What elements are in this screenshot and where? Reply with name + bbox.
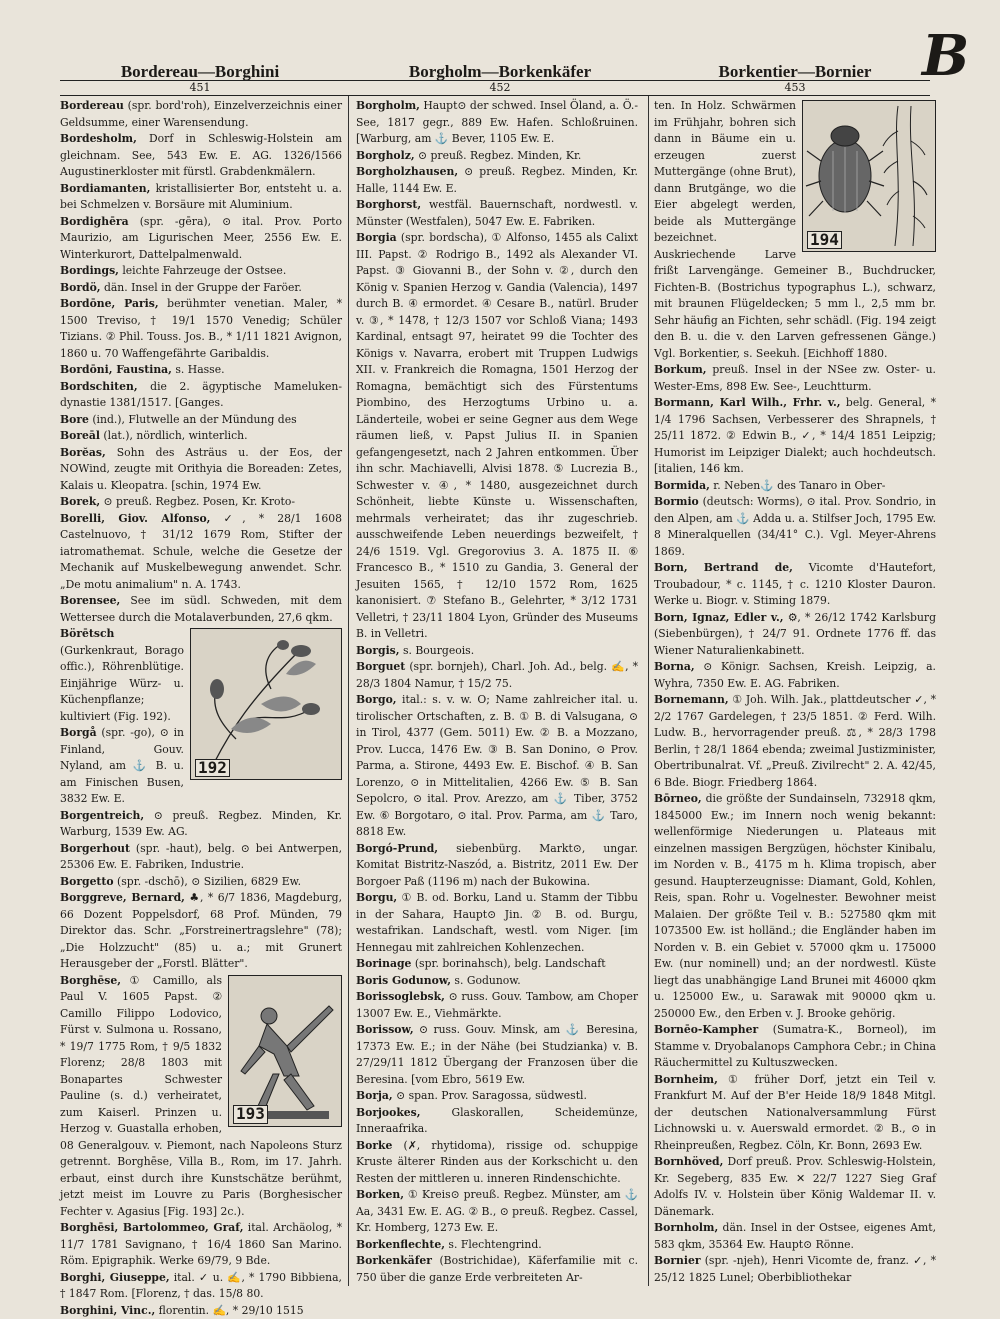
entry-text: siebenbürg. Markt⊙, ungar. Komitat Bistritz-Naszód, a. Bistritz, 2011 Ew. Der Borgoer Paß (1196 m) nach der Bukowina.	[356, 842, 638, 888]
dictionary-entry	[356, 1253, 638, 1286]
dictionary-entry	[654, 1072, 936, 1155]
figure-number: 193	[233, 1105, 268, 1124]
entry-text: ⊙ preuß. Regbez. Minden, Kr.	[415, 149, 582, 162]
figure-number: 194	[807, 231, 842, 250]
entry-text: (spr. -njeh), Henri Vicomte de, franz. ✓, * 25/12 1825 Lunel; Oberbibliothekar	[654, 1254, 936, 1284]
entry-headword: Borgholm,	[356, 99, 420, 112]
entry-text: ⊙ russ. Gouv. Tambow, am Choper 13007 Ew. E., Viehmärkte.	[356, 990, 638, 1020]
entry-text: ⊙ Königr. Sachsen, Kreish. Leipzig, a. Wyhra, 7350 Ew. E. AG. Fabriken.	[654, 660, 936, 690]
dictionary-entry	[60, 181, 342, 214]
dictionary-entry	[654, 362, 936, 395]
entry-text: belg. General, * 1/4 1796 Sachsen, Verbesserer des Shrapnels, † 25/11 1872. ② Edwin B., ✓, * 14/4 1851 Leipzig; Humorist im Leipziger Dialekt; auch hochdeutsch. [italien, 146 km.	[654, 396, 936, 475]
entry-text: (spr. -go), ⊙ in Finland, Gouv. Nyland, am ⚓ B. u. am Finischen Busen, 3832 Ew. E.	[60, 726, 184, 805]
dictionary-entry	[654, 1220, 936, 1253]
entry-headword: Borghēsi, Bartolommeo, Graf,	[60, 1221, 243, 1234]
entry-headword: Borensee,	[60, 594, 120, 607]
page-number-left: 451	[60, 81, 340, 94]
entry-headword: Bordesholm,	[60, 132, 137, 145]
entry-text: Dorf in Schleswig-Holstein am gleichnam. See, 543 Ew. E. AG. 1326/1566 Augustinerkloster mit fürstl. Grabdenkmälern.	[60, 132, 342, 178]
dictionary-entry	[60, 428, 342, 445]
entry-text: (spr. bord'roh), Einzelverzeichnis einer Geldsumme, einer Warensendung.	[60, 99, 342, 129]
entry-text: (deutsch: Worms), ⊙ ital. Prov. Sondrio, in den Alpen, am ⚓ Adda u. a. Stilfser Joch, 1795 Ew. 8 Mineralquellen (34/41° C.). Vgl. Meyer-Ahrens 1869.	[654, 495, 936, 558]
entry-text: Sohn des Asträus u. der Eos, der NOWind, zeugte mit Orithyia die Boreaden: Zetes, Kalais u. Kleopatra. [schin, 1974 Ew.	[60, 446, 342, 492]
entry-headword: Borkum,	[654, 363, 707, 376]
dictionary-entry	[356, 643, 638, 660]
entry-headword: Borek,	[60, 495, 100, 508]
entry-text: ⊙ preuß. Regbez. Minden, Kr. Warburg, 1539 Ew. AG.	[60, 809, 342, 839]
dictionary-entry	[654, 478, 936, 495]
entry-headword: Borken,	[356, 1188, 404, 1201]
statue-illustration-icon	[228, 975, 342, 1127]
dictionary-entry	[654, 659, 936, 692]
entry-text: leichte Fahrzeuge der Ostsee.	[119, 264, 286, 277]
entry-text: ♣, * 6/7 1836, Magdeburg, 66 Dozent Poppelsdorf, 68 Prof. Münden, 79 Direktor das. Schr. „Forstreinertragslehre" (78); „Die Holzzucht" (85) u. a.; mit Grunert Herausgeber der „Forstl. Blätter".	[60, 891, 342, 970]
entry-headword: Borna,	[654, 660, 695, 673]
entry-text: (spr. bornjeh), Charl. Joh. Ad., belg. ✍, * 28/3 1804 Namur, † 15/2 75.	[356, 660, 638, 690]
entry-text: (spr. -gēra), ⊙ ital. Prov. Porto Maurizio, am Ligurischen Meer, 2556 Ew. E. Winterkurort, Dattelpalmenwald.	[60, 215, 342, 261]
dictionary-entry	[60, 98, 342, 131]
entry-headword: Bordschiten,	[60, 380, 138, 393]
entry-headword: Borelli, Giov. Alfonso,	[60, 512, 210, 525]
entry-headword: Borguet	[356, 660, 405, 673]
dictionary-entry	[356, 956, 638, 973]
dictionary-entry	[356, 659, 638, 692]
dictionary-entry	[60, 1303, 342, 1319]
dictionary-entry	[356, 230, 638, 643]
dictionary-entry	[60, 1220, 342, 1270]
header-rule-bottom	[60, 95, 930, 96]
entry-headword: Borgerhout	[60, 842, 130, 855]
column-divider	[648, 96, 649, 1286]
entry-text: (lat.), nördlich, winterlich.	[100, 429, 248, 442]
entry-headword: Borgholzhausen,	[356, 165, 458, 178]
entry-headword: Borggreve, Bernard,	[60, 891, 185, 904]
dictionary-entry	[356, 1088, 638, 1105]
dictionary-entry	[60, 890, 342, 973]
entry-headword: Borgholz,	[356, 149, 415, 162]
entry-headword: Bornier	[654, 1254, 701, 1267]
entry-text: ① früher Dorf, jetzt ein Teil v. Frankfurt M. Auf der B'er Heide 18/9 1848 Mitgl. der deutschen Nationalversammlung Fürst Lichnowski u. v. Auerswald ermordet. ② B., ⊙ in Rheinpreußen, Regbez. Cöln, Kr. Bonn, 2693 Ew.	[654, 1073, 936, 1152]
entry-headword: Bordōne, Paris,	[60, 297, 159, 310]
entry-headword: Borgu,	[356, 891, 397, 904]
dictionary-entry	[60, 593, 342, 626]
entry-text: berühmter venetian. Maler, * 1500 Treviso, † 19/1 1570 Venedig; Schüler Tizians. ② Phil. Touss. Jos. B., * 1/11 1821 Avignon, 1860 u. 70 Waffengefährte Garibaldis.	[60, 297, 342, 360]
entry-headword: Bordings,	[60, 264, 119, 277]
entry-text: (spr. -dschō), ⊙ Sizilien, 6829 Ew.	[114, 875, 301, 888]
entry-headword: Borgia	[356, 231, 397, 244]
dictionary-entry	[654, 791, 936, 1022]
plant-illustration-icon	[190, 628, 342, 780]
dictionary-entry	[654, 494, 936, 560]
entry-headword: Bornhöved,	[654, 1155, 723, 1168]
dictionary-entry	[60, 296, 342, 362]
entry-text: kristallisierter Bor, entsteht u. a. bei Schmelzen v. Borsäure mit Aluminium.	[60, 182, 342, 212]
entry-text: (Gurkenkraut, Borago offic.), Röhrenblütige. Einjährige Würz- u. Küchenpflanze; kultiviert (Fig. 192).	[60, 644, 184, 723]
page-number-right: 453	[655, 81, 935, 94]
entry-text: ⊙ preuß. Regbez. Minden, Kr. Halle, 1144 Ew. E.	[356, 165, 638, 195]
entry-headword: Borke	[356, 1139, 392, 1152]
entry-headword: Boreāl	[60, 429, 100, 442]
entry-headword: Bormio	[654, 495, 699, 508]
column-divider	[348, 96, 349, 1286]
column-right	[654, 98, 936, 1288]
entry-headword: Borgo,	[356, 693, 397, 706]
entry-text: (spr. bordscha), ① Alfonso, 1455 als Calixt III. Papst. ② Rodrigo B., 1492 als Alexander VI. Papst. ③ Giovanni B., der Sohn v. ②, durch den König v. Spanien Herzog v. Gandia (Valencia), 1497 durch B. ④ ermordet. ④ Cesare B., natürl. Bruder v. ③, * 1478, † 12/3 1507 vor Schloß Viana; 1493 Kardinal, entsagt 97, heiratet 99 die Tochter des Königs v. Navarra, erobert mit Truppen Ludwigs XII. v. Frankreich die Romagna, 1501 Herzog der Romagna, bemächtigt sich des Fürstentums Piombino, des Herzogtums Urbino u. a. Länderteile, wobei er seine Gegner aus dem Wege räumen ließ, v. Papst Julius II. in Spanien gefangengesetzt, nach 2 Jahren entkommen. Über ihn schr. Machiavelli, Alvisi 1878. ⑤ Lucrezia B., Schwester v. ④, * 1480, ausgezeichnet durch Schönheit, liebte Künste u. Wissenschaften, mehrmals verheiratet; das ihr zugeschrieb. ausschweifende Leben neuerdings bezweifelt, † 24/6 1519. Vgl. Gregorovius 3. A. 1875 II. ⑥ Francesco B., * 1510 zu Gandia, 3. General der Jesuiten 1565, † 12/10 1572 Rom, 1625 kanonisiert. ⑦ Stefano B., Gelehrter, * 3/12 1731 Velletri, † 23/11 1804 Lyon, Gründer des Museums B. in Velletri.	[356, 231, 638, 640]
dictionary-entry	[60, 214, 342, 264]
entry-text: (ind.), Flutwelle an der Mündung des	[89, 413, 297, 426]
entry-headword: Bormann, Karl Wilh., Frhr. v.,	[654, 396, 841, 409]
entry-text: See im südl. Schweden, mit dem Wettersee durch die Motalaverbunden, 27,6 qkm.	[60, 594, 342, 624]
dictionary-entry	[60, 280, 342, 297]
entry-headword: Borgentreich,	[60, 809, 144, 822]
entry-headword: Borja,	[356, 1089, 393, 1102]
dictionary-entry	[60, 841, 342, 874]
entry-headword: Borinage	[356, 957, 411, 970]
entry-headword: Bore	[60, 413, 89, 426]
dictionary-entry	[356, 1187, 638, 1237]
entry-text: ⊙ russ. Gouv. Minsk, am ⚓ Beresina, 17373 Ew. E.; in der Nähe (bei Studzianka) v. B. 27/29/11 1812 Übergang der Franzosen über die Beresina. [vom Ebro, 5619 Ew.	[356, 1023, 638, 1086]
entry-headword: Borkenkäfer	[356, 1254, 432, 1267]
entry-text: dän. Insel in der Gruppe der Faröer.	[101, 281, 302, 294]
dictionary-entry	[356, 148, 638, 165]
entry-headword: Bordōni, Faustina,	[60, 363, 172, 376]
dictionary-entry	[654, 692, 936, 791]
dictionary-entry	[60, 263, 342, 280]
dictionary-entry	[654, 98, 936, 362]
running-head-center: Borgholm—Borkenkäfer	[355, 62, 645, 82]
entry-text: die 2. ägyptische Mameluken-dynastie 1381/1517. [Ganges.	[60, 380, 342, 410]
dictionary-entry	[356, 989, 638, 1022]
figure-number: 192	[195, 759, 230, 778]
dictionary-entry	[60, 445, 342, 495]
dictionary-entry	[356, 973, 638, 990]
entry-text: Haupt⊙ der schwed. Insel Öland, a. Ö.-See, 1817 gegr., 889 Ew. Hafen. Schloßruinen. [Warburg, am ⚓ Bever, 1105 Ew. E.	[356, 99, 638, 145]
entry-headword: Boris Godunow,	[356, 974, 451, 987]
dictionary-entry	[356, 692, 638, 841]
column-left	[60, 98, 342, 1288]
entry-text: (✗, rhytidoma), rissige od. schuppige Kruste älterer Rinden aus der Korkschicht u. den Resten der mittleren u. inneren Rindenschichte.	[356, 1139, 638, 1185]
entry-headword: Bōrneo,	[654, 792, 702, 805]
dictionary-entry	[356, 164, 638, 197]
beetle-illustration-icon	[802, 100, 936, 252]
entry-text: westfäl. Bauernschaft, nordwestl. v. Münster (Westfalen), 5047 Ew. E. Fabriken.	[356, 198, 638, 228]
dictionary-entry	[60, 511, 342, 594]
entry-headword: Bornholm,	[654, 1221, 718, 1234]
entry-text: ital. Archäolog, * 11/7 1781 Savignano, † 16/4 1860 San Marino. Röm. Epigraphik. Werke 69/79, 9 Bde.	[60, 1221, 342, 1267]
entry-text: s. Bourgeois.	[400, 644, 475, 657]
entry-text: ital.: s. v. w. O; Name zahlreicher ital. u. tirolischer Ortschaften, z. B. ① B. di Valsugana, ⊙ in Tirol, 4377 (Gem. 5011) Ew. ② B. a Mozzano, Prov. Lucca, 1476 Ew. ③ B. San Donino, ⊙ Prov. Parma, a. Stirone, 4493 Ew. E. Bischof. ④ B. San Lorenzo, ⊙ in Mittelitalien, 4266 Ew. ⑤ B. San Sepolcro, ⊙ ital. Prov. Arezzo, am ⚓ Tiber, 3752 Ew. ⑥ Borgotaro, ⊙ ital. Prov. Parma, am ⚓ Taro, 8818 Ew.	[356, 693, 638, 838]
entry-headword: Borghini, Vinc.,	[60, 1304, 155, 1317]
entry-text: Vicomte d'Hautefort, Troubadour, * c. 1145, † c. 1210 Kloster Dauron. Werke u. Biogr. v. Stiming 1879.	[654, 561, 936, 607]
dictionary-entry	[60, 808, 342, 841]
entry-text: (spr. -haut), belg. ⊙ bei Antwerpen, 25306 Ew. E. Fabriken, Industrie.	[60, 842, 342, 872]
entry-text: (Sumatra-K., Borneol), im Stamme v. Dryobalanops Camphora Cebr.; in China Räuchermittel zu Kultuszwecken.	[654, 1023, 936, 1069]
dictionary-entry	[60, 626, 342, 725]
running-head-left: Bordereau—Borghini	[60, 62, 340, 82]
dictionary-entry	[356, 197, 638, 230]
entry-text: dän. Insel in der Ostsee, eigenes Amt, 583 qkm, 35364 Ew. Haupt⊙ Rönne.	[654, 1221, 936, 1251]
entry-text: ital. ✓ u. ✍, * 1790 Bibbiena, † 1847 Rom. [Florenz, † das. 15/8 80.	[60, 1271, 342, 1301]
entry-text: s. Flechtengrind.	[445, 1238, 542, 1251]
entry-headword: Borjookes,	[356, 1106, 421, 1119]
entry-text: ten. In Holz. Schwärmen im Frühjahr, bohren sich dann in Bäume ein u. erzeugen zuerst Muttergänge (ohne Brut), dann Brutgänge, wo die Eier abgelegt werden, beide als Muttergänge bezeichnet. Auskriechende Larve frißt Larvengänge. Gemeiner B., Buchdrucker, Fichten-B. (Bostrichus typographus L.), schwarz, mit braunen Flügeldecken; 5 mm l., 2,5 mm br. Sehr häufig an Fichten, sehr schädl. (Fig. 194 zeigt den B. u. die v. den Larven gefressenen Gänge.) Vgl. Borkentier, s. Seekuh. [Eichhoff 1880.	[654, 99, 936, 360]
entry-headword: Bordereau	[60, 99, 124, 112]
entry-text: Dorf preuß. Prov. Schleswig-Holstein, Kr. Segeberg, 835 Ew. ✕ 22/7 1227 Sieg Graf Adolfs IV. v. Holstein über König Waldemar II. v. Dänemark.	[654, 1155, 936, 1218]
running-head-right: Borkentier—Bornier	[655, 62, 935, 82]
dictionary-entry	[356, 1105, 638, 1138]
entry-text: preuß. Insel in der NSee zw. Oster- u. Wester-Ems, 898 Ew. See-, Leuchtturm.	[654, 363, 936, 393]
dictionary-entry	[654, 1022, 936, 1072]
dictionary-entry	[60, 494, 342, 511]
entry-text: ① Camillo, als Paul V. 1605 Papst. ② Camillo Filippo Lodovico, Fürst v. Sulmona u. Rossano, * 19/7 1775 Rom, † 9/5 1832 Florenz; 28/8 1803 mit Bonapartes Schwester Pauline (s. d.) verheiratet, zum Kaiserl. Prinzen u. Herzog v. Guastalla erhoben, 08 Generalgouv. v. Piemont, nach Napoleons Sturz getrennt. Borghēse, Villa B., Rom, im 17. Jahrh. erbaut, einst durch ihre Kunstschätze berühmt, jetzt meist im Louvre zu Paris (Borghesischer Fechter v. Agasius [Fig. 193] 2c.).	[60, 974, 342, 1218]
entry-headword: Born, Ignaz, Edler v.,	[654, 611, 784, 624]
dictionary-entry	[654, 1154, 936, 1220]
entry-text: Glaskorallen, Scheidemünze, Inneraafrika.	[356, 1106, 638, 1136]
entry-headword: Borgó-Prund,	[356, 842, 438, 855]
entry-text: ⊙ span. Prov. Saragossa, südwestl.	[393, 1089, 587, 1102]
entry-headword: Borgå	[60, 726, 97, 739]
entry-text: ① Kreis⊙ preuß. Regbez. Münster, am ⚓ Aa, 3431 Ew. E. AG. ② B., ⊙ preuß. Regbez. Cassel, Kr. Homberg, 1273 Ew. E.	[356, 1188, 638, 1234]
entry-headword: Bordiamanten,	[60, 182, 150, 195]
entry-headword: Born, Bertrand de,	[654, 561, 793, 574]
dictionary-entry	[356, 1022, 638, 1088]
dictionary-entry	[356, 1138, 638, 1188]
entry-text: s. Godunow.	[451, 974, 521, 987]
dictionary-entry	[654, 560, 936, 610]
entry-text: (Bostrichidae), Käferfamilie mit c. 750 über die ganze Erde verbreiteten Ar-	[356, 1254, 638, 1284]
dictionary-entry	[654, 610, 936, 660]
entry-headword: Borkenflechte,	[356, 1238, 445, 1251]
entry-headword: Bordighēra	[60, 215, 129, 228]
dictionary-entry	[356, 890, 638, 956]
dictionary-entry	[60, 131, 342, 181]
entry-headword: Borĕas,	[60, 446, 106, 459]
entry-headword: Borghorst,	[356, 198, 421, 211]
column-center	[356, 98, 638, 1288]
entry-headword: Borghēse,	[60, 974, 121, 987]
entry-headword: Bormida,	[654, 479, 710, 492]
dictionary-entry	[654, 395, 936, 478]
dictionary-entry	[356, 1237, 638, 1254]
entry-text: s. Hasse.	[172, 363, 225, 376]
entry-text: (spr. borinahsch), belg. Landschaft	[411, 957, 605, 970]
entry-headword: Borghi, Giuseppe,	[60, 1271, 170, 1284]
entry-headword: Borgetto	[60, 875, 114, 888]
entry-text: die größte der Sundainseln, 732918 qkm, 1845000 Ew.; im Innern noch wenig bekannt: wellenförmige Niederungen u. Plateaus mit einzelnen massigen Bergzügen, höchster Kinibalu, im Norden v. B., 4175 m h. Klima tropisch, aber gesund. Haupterzeugnisse: Diamant, Gold, Kohlen, Reis, span. Rohr u. Vogelnester. Bewohner meist Malaien. Der größte Teil v. B.: 527580 qkm mit 1073500 Ew. ist holländ.; die Engländer haben im Norden v. B. ein Gebiet v. 57000 qkm u. 175000 Ew. (nur nominell) und; an der nordwestl. Küste liegt das unabhängige Land Brunei mit 46000 qkm u. 125000 Ew., u. Sarawak mit 90000 qkm u. 250000 Ew., den Erben v. J. Brooke gehörig.	[654, 792, 936, 1020]
entry-headword: Bornemann,	[654, 693, 729, 706]
dictionary-entry	[356, 841, 638, 891]
dictionary-entry	[60, 362, 342, 379]
entry-text: florentin. ✍, * 29/10 1515	[155, 1304, 303, 1317]
entry-headword: Bordö,	[60, 281, 101, 294]
dictionary-entry	[60, 973, 342, 1221]
entry-headword: Borissoglebsk,	[356, 990, 445, 1003]
dictionary-entry	[60, 874, 342, 891]
dictionary-entry	[356, 98, 638, 148]
section-letter: B	[922, 28, 969, 84]
entry-headword: Börētsch	[60, 627, 114, 640]
entry-text: ⊙ preuß. Regbez. Posen, Kr. Kroto-	[100, 495, 295, 508]
entry-text: ✓, * 28/1 1608 Castelnuovo, † 31/12 1679 Rom, Stifter der iatromathemat. Schule, welche die Gesetze der Mechanik auf Muskelbewegung anwendet. Schr. „De motu animalium" n. A. 1743.	[60, 512, 342, 591]
entry-text: r. Neben⚓ des Tanaro in Ober-	[710, 479, 886, 492]
dictionary-entry	[60, 1270, 342, 1303]
entry-headword: Borgis,	[356, 644, 400, 657]
entry-headword: Bornheim,	[654, 1073, 718, 1086]
page-number-center: 452	[355, 81, 645, 94]
dictionary-entry	[60, 379, 342, 412]
entry-headword: Borissow,	[356, 1023, 414, 1036]
entry-text: ① Joh. Wilh. Jak., plattdeutscher ✓, * 2/2 1767 Gardelegen, † 23/5 1851. ② Ferd. Wilh. Ludw. B., hervorragender preuß. ⚖, * 28/3 1798 Berlin, † 28/1 1864 ebenda; zweimal Justizminister, Obertribunalrat. Vf. „Preuß. Zivilrecht" 2. A. 42/45, 6 Bde. Biogr. Friedberg 1864.	[654, 693, 936, 789]
entry-text: ① B. od. Borku, Land u. Stamm der Tibbu in der Sahara, Haupt⊙ Jin. ② B. od. Burgu, westafrikan. Landschaft, westl. vom Niger. [im Hennegau mit zahlreichen Kohlenzechen.	[356, 891, 638, 954]
dictionary-entry	[60, 412, 342, 429]
dictionary-entry	[654, 1253, 936, 1286]
entry-text: ⚙, * 26/12 1742 Karlsburg (Siebenbürgen), † 24/7 91. Ordnete 1776 ff. das Wiener Naturalienkabinett.	[654, 611, 936, 657]
entry-headword: Bornēo-Kampher	[654, 1023, 758, 1036]
